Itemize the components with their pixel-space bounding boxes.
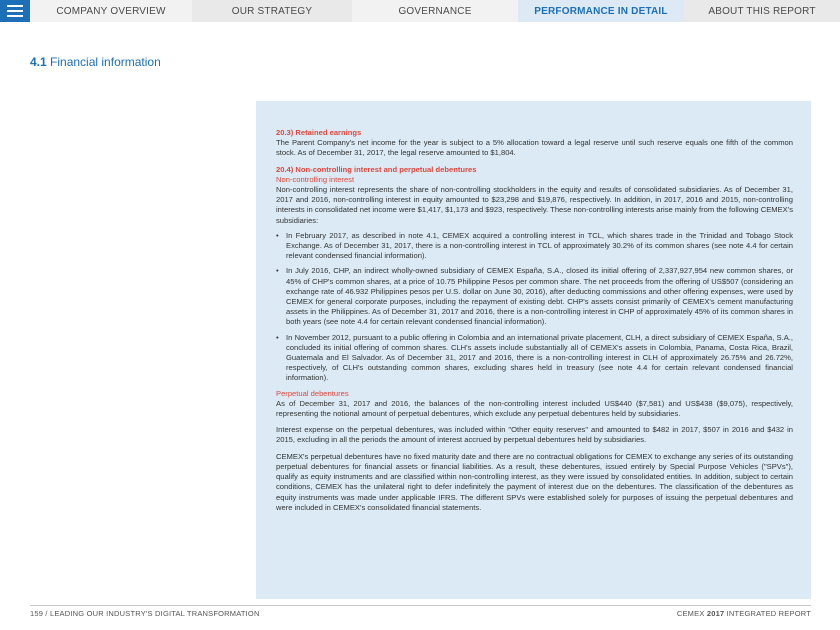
perpetual-paragraph-3: CEMEX's perpetual debentures have no fixed maturity date and there are no contractual obligations for CEMEX to exchange any series of its outstanding perpetual debentures for financial assets or financial liabilities. As a result, these debentures, issued entirely by Special Purpose Vehicles ("SPVs"), qualify as equity instruments and are classified within non-controlling interest, as they were issued by consolidated entities. In addition, subject to certain conditions, CEMEX has the unilateral right to defer indefinitely the payment of interest due on the debentures. The classification of the debentures as equity instruments was made under applicable IFRS. The different SPVs were established solely for purposes of issuing the perpetual debentures and were included in CEMEX's consolidated financial statements. bbox=[276, 451, 793, 512]
footer-report-title bbox=[677, 609, 811, 618]
retained-earnings-text: The Parent Company's net income for the year is subject to a 5% allocation toward a legal reserve until such reserve equals one fifth of the common stock. As of December 31, 2017, the legal reserve amounted to $1,804. bbox=[276, 138, 793, 158]
list-item: • In February 2017, as described in note 4.1, CEMEX acquired a controlling interest in TCL, which shares trade in the Trinidad and Tobago Stock Exchange. As of December 31, 2017, there is a non-controlling interest in TCL of approximately 30.2% of its common shares (see note 4.4 for certain relevant condensed financial information). bbox=[276, 231, 793, 262]
section-number: 4.1 bbox=[30, 55, 47, 69]
section-title-text: Financial information bbox=[50, 55, 161, 69]
list-item: • In November 2012, pursuant to a public offering in Colombia and an international private placement, CLH, a direct subsidiary of CEMEX España, S.A., concluded its initial offering of common shares. CLH's assets include substantially all of CEMEX's assets in Colombia, Panama, Costa Rica, Brazil, Guatemala and El Salvador. As of December 31, 2017 and 2016, there is a non-controlling interest in CLH of approximately 26.75% and 26.72%, respectively, of CLH's outstanding common shares, excluding shares held in treasury (see note 4.4 for certain relevant condensed financial information). bbox=[276, 333, 793, 384]
retained-earnings-heading: 20.3) Retained earnings bbox=[276, 128, 362, 137]
hamburger-menu-icon[interactable] bbox=[0, 0, 30, 22]
footer-brand: CEMEX bbox=[676, 609, 707, 618]
perpetual-paragraph-2: Interest expense on the perpetual debentures, was included within "Other equity reserves" and amounted to $482 in 2017, $507 in 2016 and $432 in 2015, excluding in all the periods the amount of interest accrued by perpetual debentures held by subsidiaries. bbox=[276, 425, 793, 445]
list-item: • In July 2016, CHP, an indirect wholly-owned subsidiary of CEMEX España, S.A., closed its initial offering of 2,337,927,954 new common shares, or 45% of CHP's common shares, at a price of 10.75 Philippine Pesos per common share. The net proceeds from the offering of US$507 (considering an exchange rate of 46.932 Philippines pesos per U.S. dollar on June 30, 2016), after deducting commissions and other offering expenses, were used by CEMEX for general corporate purposes, including the repayment of existing debt. CHP's assets consist primarily of CEMEX's cement manufacturing assets in the Philippines. As of December 31, 2017 and 2016, there is a non-controlling interest in CHP of approximately 45% of its common shares in both years (see note 4.4 for certain relevant condensed financial information). bbox=[276, 266, 793, 327]
tab-governance[interactable]: GOVERNANCE bbox=[352, 0, 518, 22]
nci-subheading: Non-controlling interest bbox=[276, 174, 355, 184]
perpetual-subheading: Perpetual debentures bbox=[276, 388, 349, 398]
page-title bbox=[30, 55, 161, 69]
nci-heading: 20.4) Non-controlling interest and perpetual debentures bbox=[276, 164, 477, 174]
note-content bbox=[276, 128, 793, 513]
footer-year: 2017 bbox=[706, 609, 725, 618]
footer-page-label: 159 / LEADING OUR INDUSTRY'S DIGITAL TRANSFORMATION bbox=[30, 609, 260, 618]
tab-about-this-report[interactable]: ABOUT THIS REPORT bbox=[684, 0, 840, 22]
top-navigation bbox=[0, 0, 840, 22]
subsidiaries-list bbox=[276, 231, 793, 384]
footer-report-label: INTEGRATED REPORT bbox=[724, 609, 811, 618]
perpetual-paragraph-1: As of December 31, 2017 and 2016, the balances of the non-controlling interest included US$440 ($7,581) and US$438 ($9,075), respectively, representing the notional amount of perpetual debentures, which exclude any perpetual debentures held by subsidiaries. bbox=[276, 398, 793, 419]
nci-text: Non-controlling interest represents the share of non-controlling stockholders in the equity and results of consolidated subsidiaries. As of December 31, 2017 and 2016, non-controlling interest in equity amounted to $23,298 and $19,876, respectively. In addition, in 2017, 2016 and 2015, non-controlling interests in consolidated net income were $1,417, $1,173 and $923, respectively. These non-controlling interests arise mainly from the following CEMEX's subsidiaries: bbox=[276, 185, 793, 225]
tab-performance-in-detail[interactable]: PERFORMANCE IN DETAIL bbox=[518, 0, 684, 22]
content-panel bbox=[256, 101, 811, 599]
tab-our-strategy[interactable]: OUR STRATEGY bbox=[192, 0, 352, 22]
footer-divider bbox=[30, 605, 811, 606]
tab-company-overview[interactable]: COMPANY OVERVIEW bbox=[30, 0, 192, 22]
